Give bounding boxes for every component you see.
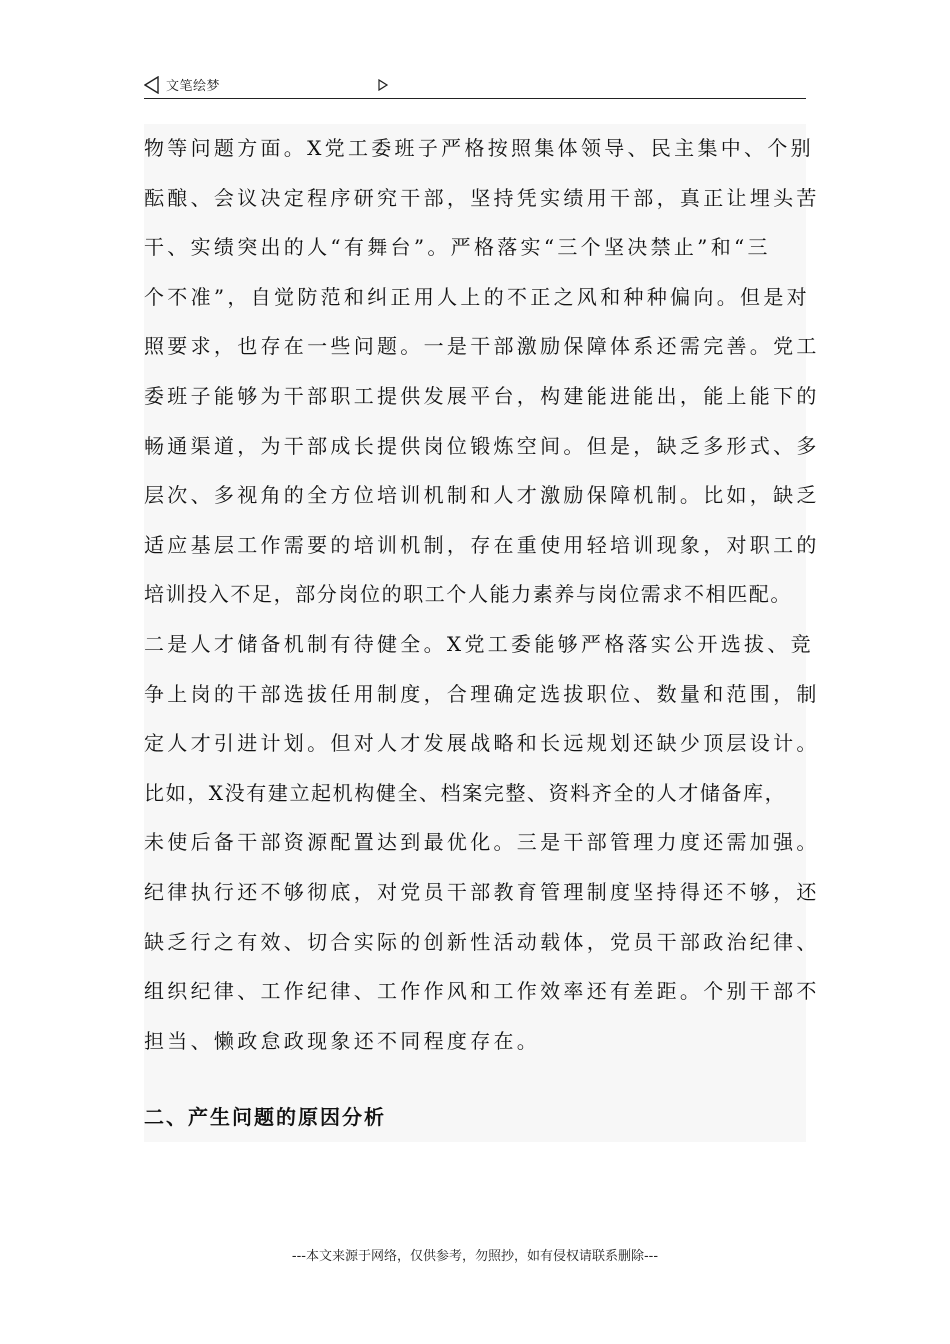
text-line: 组织纪律、工作纪律、工作作风和工作效率还有差距。个别干部不 <box>144 979 820 1004</box>
section-heading: 二、产生问题的原因分析 <box>144 1105 386 1129</box>
page-header <box>144 72 806 99</box>
body-paragraph <box>144 124 820 1066</box>
text-line: 照要求，也存在一些问题。一是干部激励保障体系还需完善。党工 <box>144 334 820 359</box>
text-line: 适应基层工作需要的培训机制，存在重使用轻培训现象，对职工的 <box>144 532 820 557</box>
text-line: 定人才引进计划。但对人才发展战略和长远规划还缺少顶层设计。 <box>144 731 820 756</box>
header-brand: 文笔绘梦 <box>166 79 221 94</box>
text-line: 二是人才储备机制有待健全。X党工委能够严格落实公开选拔、竞 <box>144 631 814 656</box>
text-line: 层次、多视角的全方位培训机制和人才激励保障机制。比如，缺乏 <box>144 483 820 508</box>
text-line: 比如，X没有建立起机构健全、档案完整、资料齐全的人才储备库， <box>144 780 787 805</box>
text-line: 未使后备干部资源配置达到最优化。三是干部管理力度还需加强。 <box>144 830 820 855</box>
text-line: 酝酿、会议决定程序研究干部，坚持凭实绩用干部，真正让埋头苦 <box>144 185 820 210</box>
text-line: 委班子能够为干部职工提供发展平台，构建能进能出，能上能下的 <box>144 383 820 408</box>
triangle-right-icon <box>377 76 389 95</box>
text-line: 畅通渠道，为干部成长提供岗位锻炼空间。但是，缺乏多形式、多 <box>144 433 820 458</box>
text-line: 缺乏行之有效、切合实际的创新性活动载体，党员干部政治纪律、 <box>144 929 820 954</box>
text-line: 纪律执行还不够彻底，对党员干部教育管理制度坚持得还不够，还 <box>144 879 820 904</box>
text-line: 干、实绩突出的人“有舞台”。严格落实“三个坚决禁止”和“三 <box>144 235 771 260</box>
text-line: 个不准”，自觉防范和纠正用人上的不正之风和种种偏向。但是对 <box>144 284 810 309</box>
text-line: 物等问题方面。X党工委班子严格按照集体领导、民主集中、个别 <box>144 136 814 160</box>
document-body <box>144 124 820 1142</box>
page-footer-disclaimer: ---本文来源于网络，仅供参考，勿照抄，如有侵权请联系删除--- <box>291 1249 659 1264</box>
text-line: 争上岗的干部选拔任用制度，合理确定选拔职位、数量和范围，制 <box>144 681 820 706</box>
text-line: 培训投入不足，部分岗位的职工个人能力素养与岗位需求不相匹配。 <box>144 582 792 607</box>
text-line: 担当、懒政怠政现象还不同程度存在。 <box>144 1028 541 1053</box>
